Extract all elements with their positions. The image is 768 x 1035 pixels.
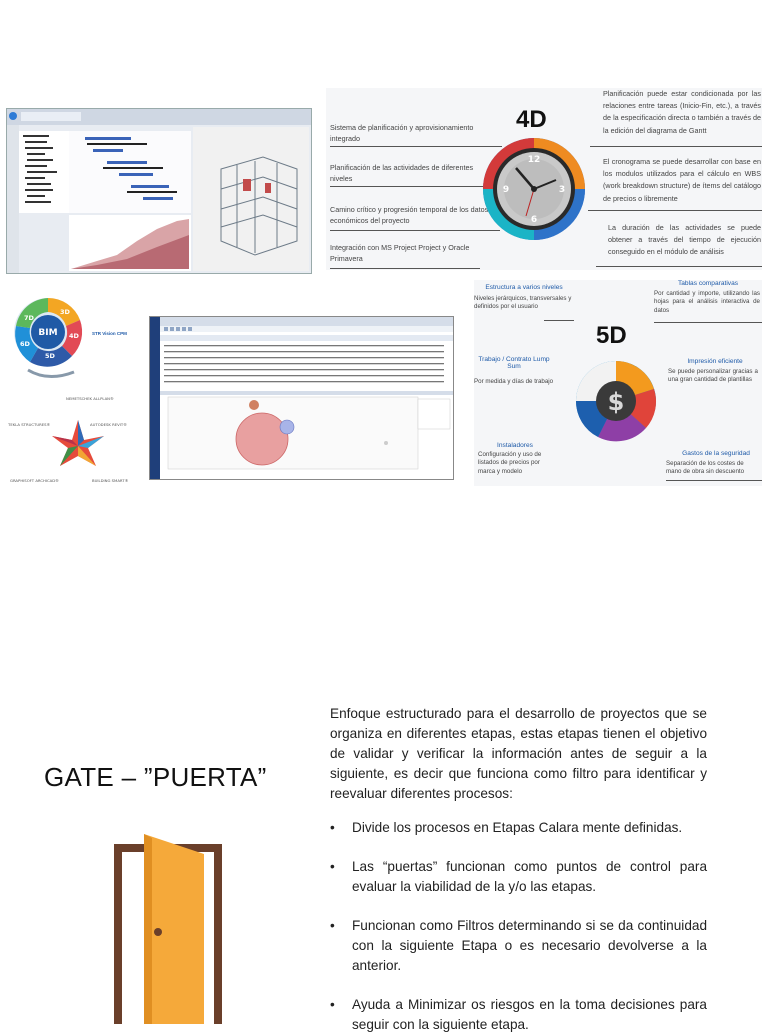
bullet-item: • Funcionan como Filtros determinando si se da continuidad con la siguiente Etapa o es necesario devolverse a la anterior.: [330, 918, 707, 973]
h5-tablas: Tablas comparativas: [677, 280, 739, 287]
bullet-item: • Divide los procesos en Etapas Calara mente definidas.: [330, 820, 683, 835]
title-5d: 5D: [596, 322, 627, 349]
star-label-revit: AUTODESK REVIT®: [90, 422, 127, 427]
bullet-text: Las “puertas” funcionan como puntos de control para evaluar la viabilidad de la y/o las etapas.: [352, 859, 707, 894]
star-label-buildingsmart: BUILDING SMART®: [92, 478, 129, 483]
bullet-text: Funcionan como Filtros determinando si se da continuidad con la siguiente Etapa o es necesario devolverse a la anterior.: [352, 918, 707, 973]
gate-intro: Enfoque estructurado para el desarrollo de proyectos que se organiza en diferentes etapas, estas etapas tienen el objetivo de validar y verificar la información antes de seguir a la siguiente, es decir que funciona como filtro para identificar y reevaluar diferentes procesos:: [330, 706, 707, 801]
t5-seguridad: Separación de los costes de mano de obra sin descuento: [666, 460, 745, 476]
clock-graphic: [482, 136, 586, 242]
gate-bullets: [330, 818, 707, 1035]
left-item-3: Camino crítico y progresión temporal de los datos económicos del proyecto: [330, 205, 489, 225]
gantt-screenshot: [6, 108, 312, 274]
star-label-archicad: GRAPHISOFT ARCHICAD®: [10, 478, 59, 483]
right-item-1: Planificación puede estar condicionada por las relaciones entre tareas (Inicio-Fin, etc.), a través de la especificación directa o también a través de la edición del diagrama de Gantt: [603, 89, 761, 135]
svg-text:$: $: [607, 388, 625, 416]
dim-5d: 5D: [45, 352, 55, 360]
slide-5d: [474, 280, 762, 486]
t5-tablas: Por cantidad y importe, utilizando las hojas para el análisis interactiva de datos: [654, 290, 760, 314]
svg-text:9: 9: [502, 185, 510, 195]
bim-graphic-drawing: [8, 286, 144, 486]
dim-7d: 7D: [24, 314, 34, 322]
cost-screenshot-graphic: [150, 317, 453, 479]
dim-4d: 4D: [69, 332, 79, 340]
right-item-2: El cronograma se puede desarrollar con base en los modulos utilizados para el cálculo en WBS (work breakdown structure) de ítems del catálogo de precios o libremente: [603, 157, 761, 203]
gantt-screenshot-graphic: [7, 109, 311, 273]
brand-label: STR Vision CPM: [92, 331, 127, 336]
title-4d: 4D: [516, 106, 547, 133]
bim-center-label: BIM: [38, 328, 58, 338]
svg-text:12: 12: [527, 155, 541, 165]
bullet-item: • Las “puertas” funcionan como puntos de control para evaluar la viabilidad de la y/o las etapas.: [330, 859, 707, 894]
left-item-1: Sistema de planificación y aprovisionamiento integrado: [330, 123, 474, 143]
dim-6d: 6D: [20, 340, 30, 348]
h5-lumpsum: Trabajo / Contrato Lump Sum: [478, 356, 550, 370]
cost-screenshot: [149, 316, 454, 480]
svg-text:6: 6: [530, 215, 538, 225]
door-icon: [110, 832, 226, 1024]
t5-lumpsum: Por medida y días de trabajo: [474, 378, 554, 385]
star-label-tekla: TEKLA STRUCTURES®: [8, 422, 51, 427]
svg-text:3: 3: [558, 185, 566, 195]
bim-graphic: [8, 286, 144, 486]
h5-instaladores: Instaladores: [497, 442, 533, 449]
t5-impresion: Se puede personalizar gracias a una gran cantidad de plantillas: [668, 368, 758, 384]
left-item-2: Planificación de las actividades de diferentes niveles: [330, 163, 474, 183]
h5-estructura: Estructura a varios niveles: [485, 284, 563, 291]
t5-estructura: Niveles jerárquicos, transversales y definidos por el usuario: [474, 295, 572, 311]
gate-title: GATE – ”PUERTA”: [44, 762, 267, 792]
star-label-allplan: NEMETSCHEK ALLPLAN®: [66, 396, 114, 401]
slide-4d: [326, 88, 762, 270]
bullet-text: Ayuda a Minimizar os riesgos en la toma decisiones para seguir con la siguiente etapa.: [352, 997, 707, 1032]
right-item-3: La duración de las actividades se puede obtener a través del tiempo de ejecución conseguido en el módulo de análisis: [608, 223, 761, 257]
h5-seguridad: Gastos de la seguridad: [682, 450, 750, 457]
t5-instaladores: Configuración y uso de listados de precios por marca y modelo: [478, 451, 542, 475]
bullet-item: • Ayuda a Minimizar os riesgos en la toma decisiones para seguir con la siguiente etapa.: [330, 997, 707, 1032]
h5-impresion: Impresión eficiente: [687, 358, 743, 365]
bullet-text: Divide los procesos en Etapas Calara mente definidas.: [352, 820, 683, 835]
dim-3d: 3D: [60, 308, 70, 316]
dollar-wheel: [574, 358, 658, 444]
left-item-4: Integración con MS Project Project y Oracle Primavera: [330, 243, 470, 263]
